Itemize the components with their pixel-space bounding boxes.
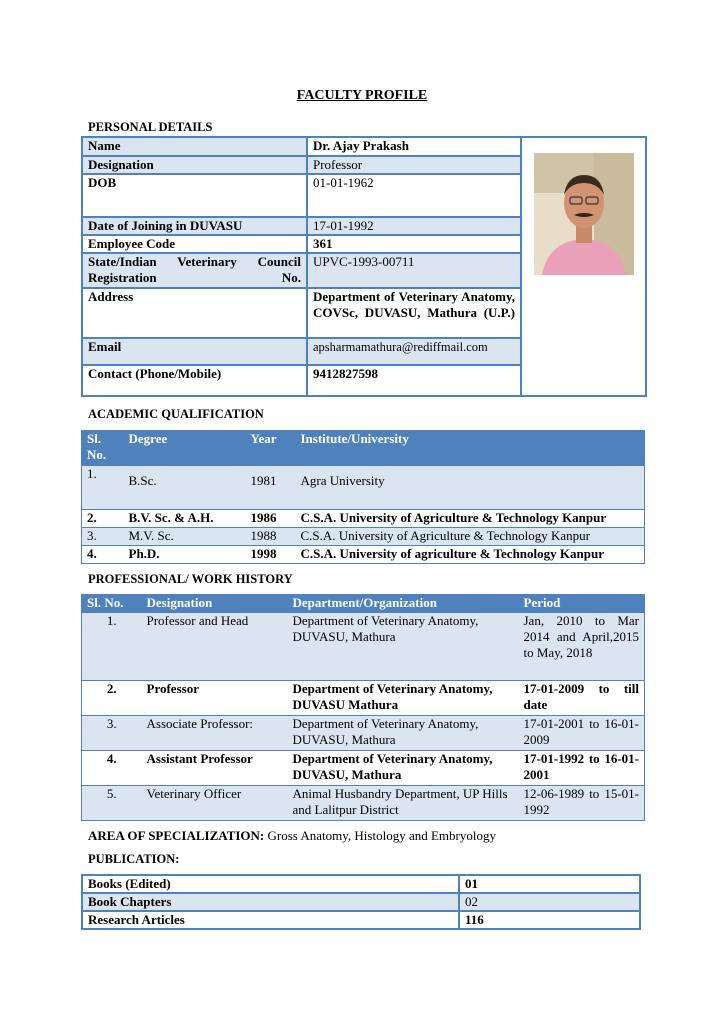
books-label: Books (Edited) — [82, 875, 459, 893]
cell: 12-06-1989 to 15-01- 1992 — [519, 786, 645, 821]
publication-heading: PUBLICATION: — [88, 852, 180, 866]
books-value: 01 — [459, 875, 640, 893]
col-period: Period — [519, 595, 645, 613]
publication-table — [81, 874, 641, 930]
table-row — [82, 751, 645, 786]
cell: 17-01-2001 to 16-01-2009 — [519, 716, 645, 751]
table-row — [82, 893, 640, 911]
academic-heading: ACADEMIC QUALIFICATION — [88, 407, 264, 421]
cell: Assistant Professor — [142, 751, 288, 786]
cell: C.S.A. University of Agriculture & Technology Kanpur — [296, 528, 645, 546]
col-designation: Designation — [142, 595, 288, 613]
table-row — [82, 510, 645, 528]
dob-label: DOB — [82, 174, 307, 217]
academic-table — [81, 430, 645, 564]
cell: Ph.D. — [124, 546, 246, 564]
specialization-line — [88, 828, 496, 844]
table-row — [82, 681, 645, 716]
contact-value: 9412827598 — [307, 365, 521, 396]
table-row — [82, 786, 645, 821]
email-value: apsharmamathura@rediffmail.com — [307, 338, 521, 365]
cell: 17-01-2009 to till date — [519, 681, 645, 716]
cell: Department of Veterinary Anatomy, DUVASU, Mathura — [288, 751, 519, 786]
cell: B.V. Sc. & A.H. — [124, 510, 246, 528]
col-year: Year — [246, 431, 296, 466]
cell: Animal Husbandry Department, UP Hills and Lalitpur District — [288, 786, 519, 821]
table-row — [82, 137, 646, 156]
cell: Department of Veterinary Anatomy, DUVASU, Mathura — [288, 613, 519, 681]
cell: C.S.A. University of agriculture & Technology Kanpur — [296, 546, 645, 564]
cell: 3. — [82, 716, 142, 751]
cell: 4. — [82, 751, 142, 786]
cell: Agra University — [296, 466, 645, 510]
table-row — [82, 716, 645, 751]
table-header-row — [82, 431, 645, 466]
col-slno: Sl. No. — [82, 595, 142, 613]
cell: 1. — [82, 466, 124, 510]
cell: Department of Veterinary Anatomy, DUVASU Mathura — [288, 681, 519, 716]
cell: 2. — [82, 510, 124, 528]
cell: 1. — [82, 613, 142, 681]
table-row — [82, 875, 640, 893]
cell: 17-01-1992 to 16-01-2001 — [519, 751, 645, 786]
cell: 1998 — [246, 546, 296, 564]
registration-label: State/Indian Veterinary Council Registration No. — [82, 253, 307, 288]
profile-photo — [534, 153, 634, 275]
cell: 1988 — [246, 528, 296, 546]
dob-value: 01-01-1962 — [307, 174, 521, 217]
designation-label: Designation — [82, 156, 307, 174]
cell: 1986 — [246, 510, 296, 528]
chapters-label: Book Chapters — [82, 893, 459, 911]
col-institute: Institute/University — [296, 431, 645, 466]
col-slno: Sl. No. — [82, 431, 124, 466]
name-label: Name — [82, 137, 307, 156]
cell: 3. — [82, 528, 124, 546]
col-department: Department/Organization — [288, 595, 519, 613]
address-label: Address — [82, 288, 307, 338]
table-row — [82, 528, 645, 546]
cell: 2. — [82, 681, 142, 716]
employee-code-label: Employee Code — [82, 235, 307, 253]
contact-label: Contact (Phone/Mobile) — [82, 365, 307, 396]
registration-value: UPVC-1993-00711 — [307, 253, 521, 288]
page-title: FACULTY PROFILE — [296, 88, 428, 103]
cell: Associate Professor: — [142, 716, 288, 751]
table-row — [82, 613, 645, 681]
specialization-value: Gross Anatomy, Histology and Embryology — [267, 828, 496, 843]
name-value: Dr. Ajay Prakash — [307, 137, 521, 156]
joining-value: 17-01-1992 — [307, 217, 521, 235]
table-row — [82, 466, 645, 510]
personal-details-heading: PERSONAL DETAILS — [88, 120, 213, 134]
employee-code-value: 361 — [307, 235, 521, 253]
designation-value: Professor — [307, 156, 521, 174]
cell: Veterinary Officer — [142, 786, 288, 821]
table-row — [82, 911, 640, 929]
cell: Department of Veterinary Anatomy, DUVASU, Mathura — [288, 716, 519, 751]
articles-label: Research Articles — [82, 911, 459, 929]
cell: B.Sc. — [124, 466, 246, 510]
chapters-value: 02 — [459, 893, 640, 911]
photo-cell — [521, 137, 646, 396]
cell: 4. — [82, 546, 124, 564]
cell: Professor and Head — [142, 613, 288, 681]
email-label: Email — [82, 338, 307, 365]
table-row — [82, 546, 645, 564]
address-value: Department of Veterinary Anatomy, COVSc, DUVASU, Mathura (U.P.) — [307, 288, 521, 338]
work-heading: PROFESSIONAL/ WORK HISTORY — [88, 572, 293, 586]
cell: 1981 — [246, 466, 296, 510]
cell: Professor — [142, 681, 288, 716]
cell: M.V. Sc. — [124, 528, 246, 546]
articles-value: 116 — [459, 911, 640, 929]
table-header-row — [82, 595, 645, 613]
personal-details-table — [81, 136, 647, 397]
work-history-table — [81, 594, 645, 821]
cell: Jan, 2010 to Mar 2014 and April,2015 to May, 2018 — [519, 613, 645, 681]
specialization-label: AREA OF SPECIALIZATION: — [88, 828, 265, 843]
col-degree: Degree — [124, 431, 246, 466]
cell: C.S.A. University of Agriculture & Technology Kanpur — [296, 510, 645, 528]
cell: 5. — [82, 786, 142, 821]
joining-label: Date of Joining in DUVASU — [82, 217, 307, 235]
